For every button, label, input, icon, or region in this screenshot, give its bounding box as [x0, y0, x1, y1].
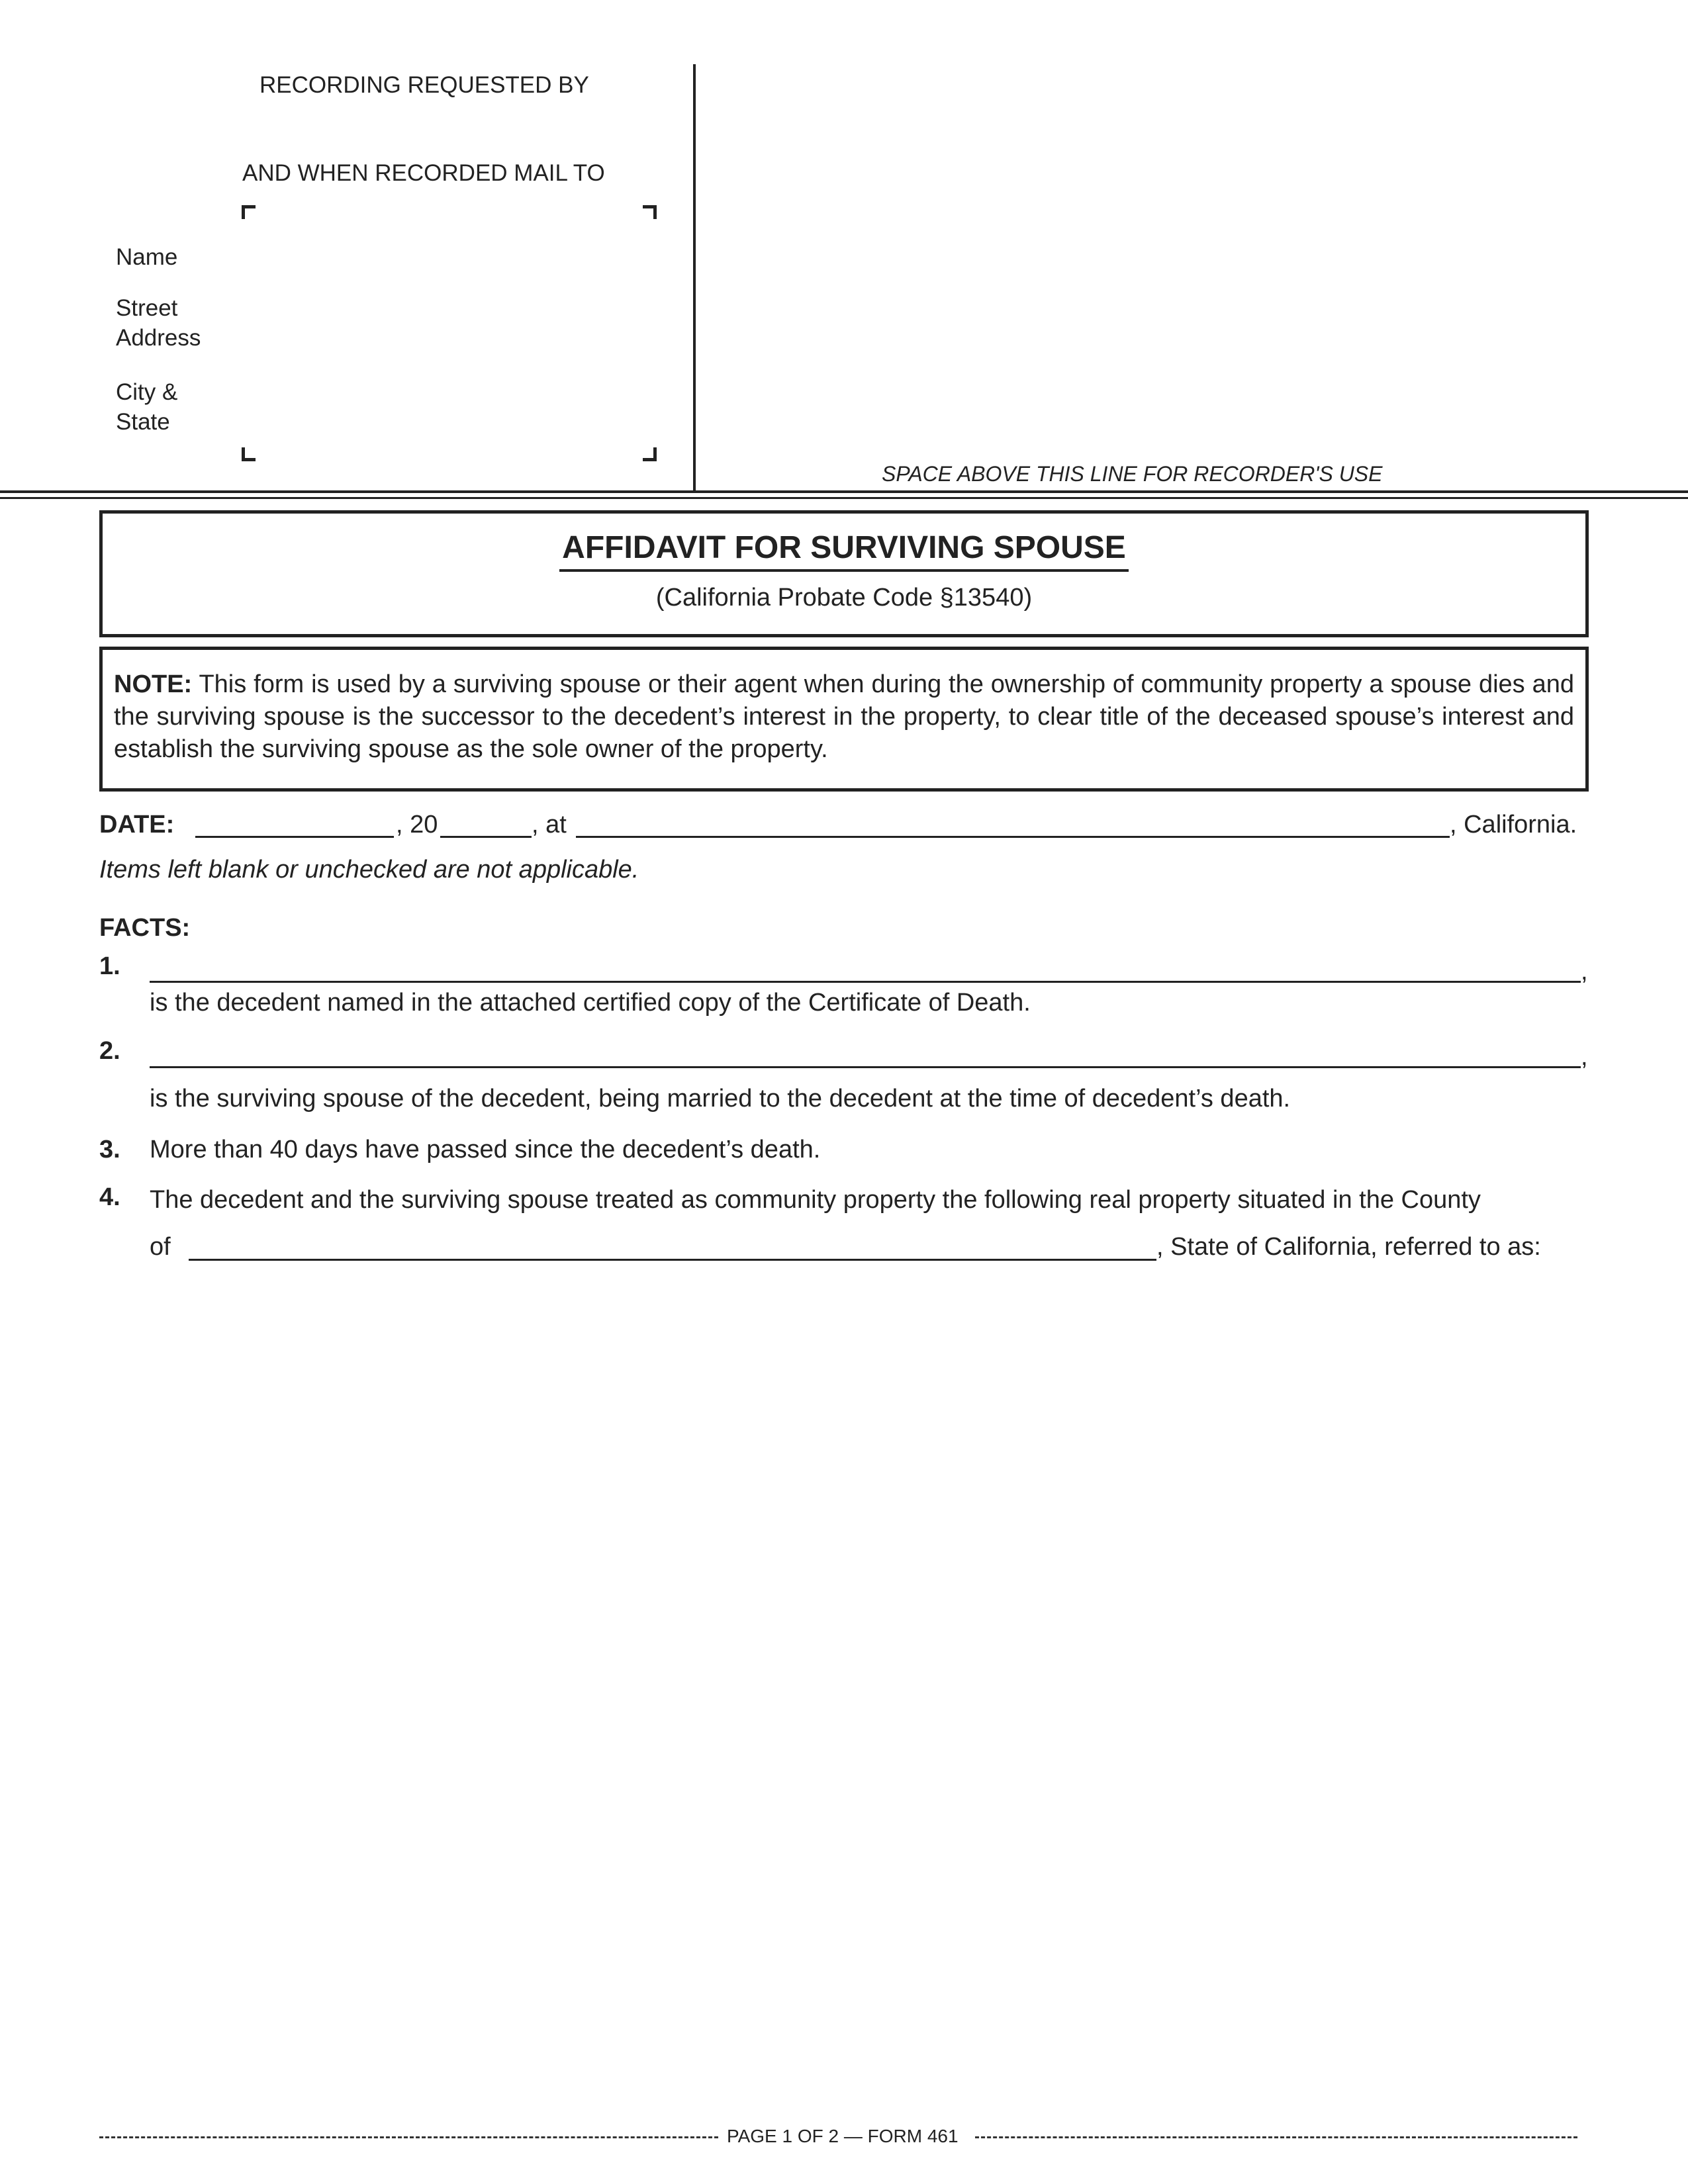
- address-box-corner-bottom-right: [643, 447, 657, 461]
- note-paragraph: [114, 668, 1574, 766]
- note-label: NOTE:: [114, 670, 193, 698]
- year-prefix: , 20: [396, 811, 438, 839]
- footer-page-number: PAGE 1 OF 2 — FORM 461: [727, 2126, 959, 2146]
- city-label-line2: State: [116, 409, 170, 435]
- recording-requested-by-label: RECORDING REQUESTED BY: [259, 72, 589, 98]
- footer-dashes-right: [975, 2136, 1577, 2138]
- address-box-corner-top-left: [242, 205, 256, 219]
- recording-divider: [693, 64, 696, 493]
- county-field[interactable]: [189, 1259, 1156, 1261]
- fact-1-comma: ,: [1581, 958, 1588, 985]
- fact-1-number: 1.: [99, 952, 120, 980]
- note-text: This form is used by a surviving spouse or their agent when during the ownership of community property a spouse dies and the surviving spouse is the successor to the decedent’s interest in the property, to clear title of the deceased spouse’s interest and establish the surviving spouse as the sole owner of the property.: [114, 670, 1574, 763]
- fact-3-text: More than 40 days have passed since the decedent’s death.: [150, 1136, 821, 1163]
- address-box-corner-bottom-left: [242, 447, 256, 461]
- fact-1-text: is the decedent named in the attached certified copy of the Certificate of Death.: [150, 989, 1031, 1017]
- at-text: , at: [532, 811, 567, 839]
- fact-4-of-label: of: [150, 1233, 171, 1261]
- fact-3-number: 3.: [99, 1136, 120, 1163]
- footer-dashes-left: [99, 2136, 718, 2138]
- mail-to-label: AND WHEN RECORDED MAIL TO: [242, 160, 605, 186]
- recorder-line-top: [0, 490, 1688, 493]
- surviving-spouse-name-field[interactable]: [150, 1066, 1581, 1068]
- fact-2-text: is the surviving spouse of the decedent, being married to the decedent at the time of decedent’s death.: [150, 1085, 1291, 1113]
- recorder-line-bottom: [0, 497, 1688, 499]
- fact-4-text: The decedent and the surviving spouse treated as community property the following real property situated in the County: [150, 1186, 1481, 1214]
- street-label-line2: Address: [116, 325, 201, 351]
- place-field[interactable]: [576, 836, 1450, 838]
- name-label: Name: [116, 244, 178, 270]
- fact-2-number: 2.: [99, 1037, 120, 1065]
- decedent-name-field[interactable]: [150, 981, 1581, 983]
- city-label-line1: City &: [116, 379, 178, 405]
- fact-4-number: 4.: [99, 1183, 120, 1211]
- form-subtitle: (California Probate Code §13540): [655, 584, 1033, 612]
- address-box-corner-top-right: [643, 205, 657, 219]
- street-label-line1: Street: [116, 295, 178, 321]
- form-title: AFFIDAVIT FOR SURVIVING SPOUSE: [559, 529, 1129, 572]
- items-note: Items left blank or unchecked are not applicable.: [99, 856, 639, 884]
- facts-heading: FACTS:: [99, 914, 191, 942]
- title-wrap: [99, 529, 1589, 572]
- california-suffix: , California.: [1450, 811, 1577, 839]
- date-label: DATE:: [99, 811, 175, 839]
- date-field[interactable]: [195, 836, 394, 838]
- fact-2-comma: ,: [1581, 1043, 1588, 1071]
- fact-4-suffix: , State of California, referred to as:: [1156, 1233, 1541, 1261]
- year-field[interactable]: [440, 836, 532, 838]
- recorder-use-label: SPACE ABOVE THIS LINE FOR RECORDER'S USE: [882, 462, 1383, 486]
